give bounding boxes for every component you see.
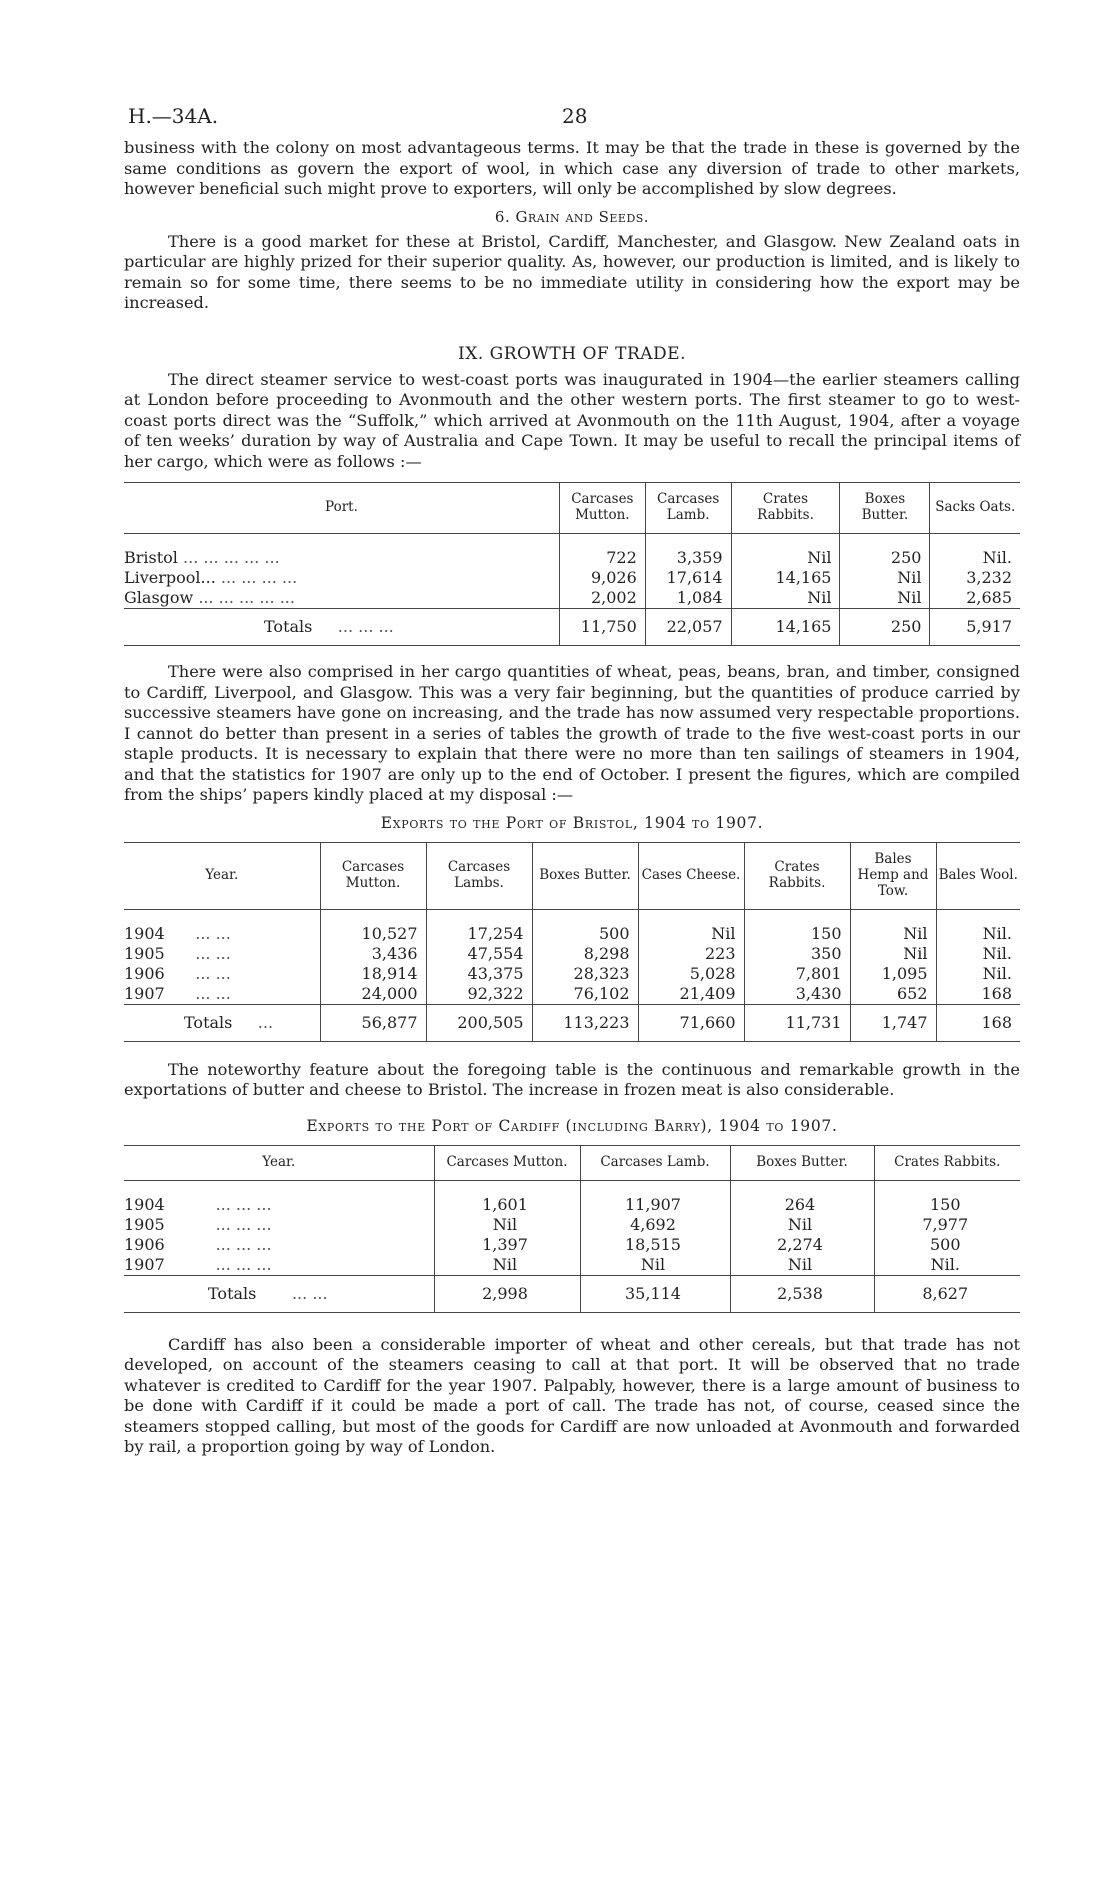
col-crates-rabbits: Crates Rabbits. xyxy=(874,1145,1020,1180)
cardiff-exports-table xyxy=(124,1145,1020,1313)
col-carcases-mutton: Carcases Mutton. xyxy=(559,483,645,534)
table-cell: 17,614 xyxy=(645,568,731,588)
row-year: 1907 xyxy=(124,1254,165,1274)
table-cell: 56,877 xyxy=(320,1004,426,1041)
leader-dots: ... ... ... xyxy=(215,1194,272,1214)
table-cell: Nil xyxy=(731,588,840,609)
leader-dots: ... ... ... ... xyxy=(220,568,298,587)
table-cell: 21,409 xyxy=(638,984,744,1005)
row-label: Bristol xyxy=(124,548,178,567)
table-cell: 652 xyxy=(850,984,936,1005)
document-code: H.—34A. xyxy=(128,104,219,128)
table-row xyxy=(124,588,1020,609)
table-cell: 250 xyxy=(840,548,930,568)
cardiff-table-caption: Exports to the Port of Cardiff (including Barry), 1904 to 1907. xyxy=(306,1116,838,1135)
col-boxes-butter: Boxes Butter. xyxy=(840,483,930,534)
table-cell: 8,627 xyxy=(874,1275,1020,1312)
col-carcases-mutton: Carcases Mutton. xyxy=(320,842,426,909)
intro-paragraph: business with the colony on most advantageous terms. It may be that the trade in these is governed by the same conditions as govern the export of wool, in which case any diversion of trade to other markets, however beneficial such might prove to exporters, will only be accomplished by slow degrees. xyxy=(124,138,1020,198)
col-carcases-lambs: Carcases Lambs. xyxy=(426,842,532,909)
table-cell: 3,430 xyxy=(744,984,850,1005)
table-cell: Nil xyxy=(850,944,936,964)
table-cell: 28,323 xyxy=(532,964,638,984)
table-row xyxy=(124,1215,1020,1235)
leader-dots: ... ... ... xyxy=(337,617,394,636)
table-cell: 722 xyxy=(559,548,645,568)
table-cell: 7,977 xyxy=(874,1215,1020,1235)
page-number: 28 xyxy=(562,104,588,128)
page-header xyxy=(124,104,1020,138)
totals-label: Totals xyxy=(184,1012,233,1032)
table-cell: 22,057 xyxy=(645,609,731,646)
table-cell: 11,907 xyxy=(580,1195,730,1215)
table-cell: 71,660 xyxy=(638,1004,744,1041)
col-crates-rabbits: Crates Rabbits. xyxy=(731,483,840,534)
leader-dots: ... ... xyxy=(195,923,231,943)
col-bales-wool: Bales Wool. xyxy=(936,842,1020,909)
table-cell: 2,998 xyxy=(434,1275,580,1312)
totals-label: Totals xyxy=(208,1283,257,1303)
table-cell: Nil xyxy=(730,1215,874,1235)
table-cell: 7,801 xyxy=(744,964,850,984)
section-9-heading: IX. GROWTH OF TRADE. xyxy=(458,343,686,364)
table-cell: 2,538 xyxy=(730,1275,874,1312)
leader-dots: ... ... ... xyxy=(215,1254,272,1274)
table-cell: 1,095 xyxy=(850,964,936,984)
bristol-exports-table xyxy=(124,842,1020,1042)
table-cell: Nil. xyxy=(874,1255,1020,1276)
table-cell: 8,298 xyxy=(532,944,638,964)
table-cell: 200,505 xyxy=(426,1004,532,1041)
table-cell: 14,165 xyxy=(731,609,840,646)
table-cell: Nil xyxy=(840,568,930,588)
table-row xyxy=(124,984,1020,1005)
leader-dots: ... ... xyxy=(195,983,231,1003)
col-cases-cheese: Cases Cheese. xyxy=(638,842,744,909)
table-cell: 168 xyxy=(936,1004,1020,1041)
table-row xyxy=(124,1195,1020,1215)
table-row xyxy=(124,924,1020,944)
leader-dots: ... ... ... ... ... xyxy=(198,588,295,607)
col-carcases-lamb: Carcases Lamb. xyxy=(645,483,731,534)
table-cell: Nil xyxy=(850,924,936,944)
table-cell: 223 xyxy=(638,944,744,964)
port-header: Port. xyxy=(124,483,559,534)
table-cell: 10,527 xyxy=(320,924,426,944)
suffolk-cargo-table xyxy=(124,482,1020,646)
table-cell: 18,914 xyxy=(320,964,426,984)
table-cell: Nil. xyxy=(936,964,1020,984)
col-crates-rabbits: Crates Rabbits. xyxy=(744,842,850,909)
table-cell: 92,322 xyxy=(426,984,532,1005)
table-cell: Nil xyxy=(434,1255,580,1276)
table-cell: 2,274 xyxy=(730,1235,874,1255)
table-cell: Nil xyxy=(434,1215,580,1235)
table-cell: 18,515 xyxy=(580,1235,730,1255)
section-6-paragraph: There is a good market for these at Bristol, Cardiff, Manchester, and Glasgow. New Zealand oats in particular are highly prized for their superior quality. As, however, our production is limited, and is likely to remain so for some time, there seems to be no immediate utility in considering how the export may be increased. xyxy=(124,231,1020,312)
bristol-table-caption: Exports to the Port of Bristol, 1904 to 1907. xyxy=(380,813,764,832)
table-cell: 150 xyxy=(874,1195,1020,1215)
document-page xyxy=(124,104,1020,1458)
table-cell: Nil xyxy=(730,1255,874,1276)
table-cell: 5,028 xyxy=(638,964,744,984)
col-carcases-lamb: Carcases Lamb. xyxy=(580,1145,730,1180)
leader-dots: ... ... ... ... ... xyxy=(183,548,280,567)
row-year: 1905 xyxy=(124,943,165,963)
leader-dots: ... ... ... xyxy=(215,1214,272,1234)
table-cell: 11,731 xyxy=(744,1004,850,1041)
table-cell: 1,397 xyxy=(434,1235,580,1255)
leader-dots: ... xyxy=(257,1012,274,1032)
table-cell: 47,554 xyxy=(426,944,532,964)
final-paragraph: Cardiff has also been a considerable importer of wheat and other cereals, but that trade has not developed, on account of the steamers ceasing to call at that port. It will be observed that no trade whatever is credited to Cardiff for the year 1907. Palpably, however, there is a large amount of business to be done with Cardiff if it could be made a port of call. The trade has not, of course, ceased since the steamers stopped calling, but most of the goods for Cardiff are now unloaded at Avonmouth and forwarded by rail, a proportion going by way of London. xyxy=(124,1334,1020,1456)
table-cell: 1,601 xyxy=(434,1195,580,1215)
table-row xyxy=(124,944,1020,964)
totals-label: Totals xyxy=(264,617,313,636)
totals-row xyxy=(124,1004,1020,1041)
col-boxes-butter: Boxes Butter. xyxy=(730,1145,874,1180)
table-cell: Nil. xyxy=(930,548,1020,568)
table-cell: 3,436 xyxy=(320,944,426,964)
paragraph-after-bristol: The noteworthy feature about the foregoing table is the continuous and remarkable growth in the exportations of butter and cheese to Bristol. The increase in frozen meat is also considerable. xyxy=(124,1059,1020,1099)
table-cell: 1,084 xyxy=(645,588,731,609)
paragraph-after-suffolk: There were also comprised in her cargo quantities of wheat, peas, beans, bran, and timber, consigned to Cardiff, Liverpool, and Glasgow. This was a very fair beginning, but the quantities of produce carried by successive steamers have gone on increasing, and the trade has now assumed very respectable proportions. I cannot do better than present in a series of tables the growth of trade to the five west-coast ports in our staple products. It is necessary to explain that there were no more than ten sailings of steamers in 1904, and that the statistics for 1907 are only up to the end of October. I present the figures, which are compiled from the ships’ papers kindly placed at my disposal :— xyxy=(124,662,1020,804)
table-cell: Nil xyxy=(731,548,840,568)
table-cell: Nil. xyxy=(936,944,1020,964)
table-row xyxy=(124,964,1020,984)
col-boxes-butter: Boxes Butter. xyxy=(532,842,638,909)
leader-dots: ... ... ... xyxy=(215,1234,272,1254)
leader-dots: ... ... xyxy=(291,1283,328,1303)
table-row xyxy=(124,548,1020,568)
table-cell: 2,002 xyxy=(559,588,645,609)
table-cell: 35,114 xyxy=(580,1275,730,1312)
row-year: 1904 xyxy=(124,923,165,943)
table-cell: 3,359 xyxy=(645,548,731,568)
col-carcases-mutton: Carcases Mutton. xyxy=(434,1145,580,1180)
table-row xyxy=(124,1235,1020,1255)
row-label: Glasgow xyxy=(124,588,194,607)
table-cell: 24,000 xyxy=(320,984,426,1005)
row-year: 1905 xyxy=(124,1214,165,1234)
table-cell: Nil xyxy=(638,924,744,944)
table-cell: 500 xyxy=(874,1235,1020,1255)
table-cell: 5,917 xyxy=(930,609,1020,646)
table-cell: Nil xyxy=(580,1255,730,1276)
table-cell: 250 xyxy=(840,609,930,646)
table-cell: 76,102 xyxy=(532,984,638,1005)
table-cell: 150 xyxy=(744,924,850,944)
table-row xyxy=(124,1255,1020,1276)
section-6-heading: 6. Grain and Seeds. xyxy=(494,207,650,226)
table-cell: 9,026 xyxy=(559,568,645,588)
table-row xyxy=(124,568,1020,588)
table-cell: 168 xyxy=(936,984,1020,1005)
row-year: 1906 xyxy=(124,963,165,983)
year-header: Year. xyxy=(124,1145,434,1180)
leader-dots: ... ... xyxy=(195,943,231,963)
table-cell: 11,750 xyxy=(559,609,645,646)
leader-dots: ... ... xyxy=(195,963,231,983)
row-year: 1904 xyxy=(124,1194,165,1214)
table-cell: 14,165 xyxy=(731,568,840,588)
col-sacks-oats: Sacks Oats. xyxy=(930,483,1020,534)
table-cell: 113,223 xyxy=(532,1004,638,1041)
totals-row xyxy=(124,609,1020,646)
table-cell: 500 xyxy=(532,924,638,944)
table-cell: 1,747 xyxy=(850,1004,936,1041)
table-cell: 43,375 xyxy=(426,964,532,984)
row-year: 1907 xyxy=(124,983,165,1003)
row-year: 1906 xyxy=(124,1234,165,1254)
table-cell: 2,685 xyxy=(930,588,1020,609)
totals-row xyxy=(124,1275,1020,1312)
table-cell: 4,692 xyxy=(580,1215,730,1235)
year-header: Year. xyxy=(124,842,320,909)
col-bales-hemp-tow: Bales Hemp and Tow. xyxy=(850,842,936,909)
table-cell: 350 xyxy=(744,944,850,964)
row-label: Liverpool... xyxy=(124,568,216,587)
table-cell: 17,254 xyxy=(426,924,532,944)
table-cell: Nil xyxy=(840,588,930,609)
table-cell: 3,232 xyxy=(930,568,1020,588)
section-9-paragraph: The direct steamer service to west-coast ports was inaugurated in 1904—the earlier steamers calling at London before proceeding to Avonmouth and the other western ports. The first steamer to go to west-coast ports direct was the “Suffolk,” which arrived at Avonmouth on the 11th August, 1904, after a voyage of ten weeks’ duration by way of Australia and Cape Town. It may be useful to recall the principal items of her cargo, which were as follows :— xyxy=(124,369,1020,471)
table-cell: 264 xyxy=(730,1195,874,1215)
table-cell: Nil. xyxy=(936,924,1020,944)
